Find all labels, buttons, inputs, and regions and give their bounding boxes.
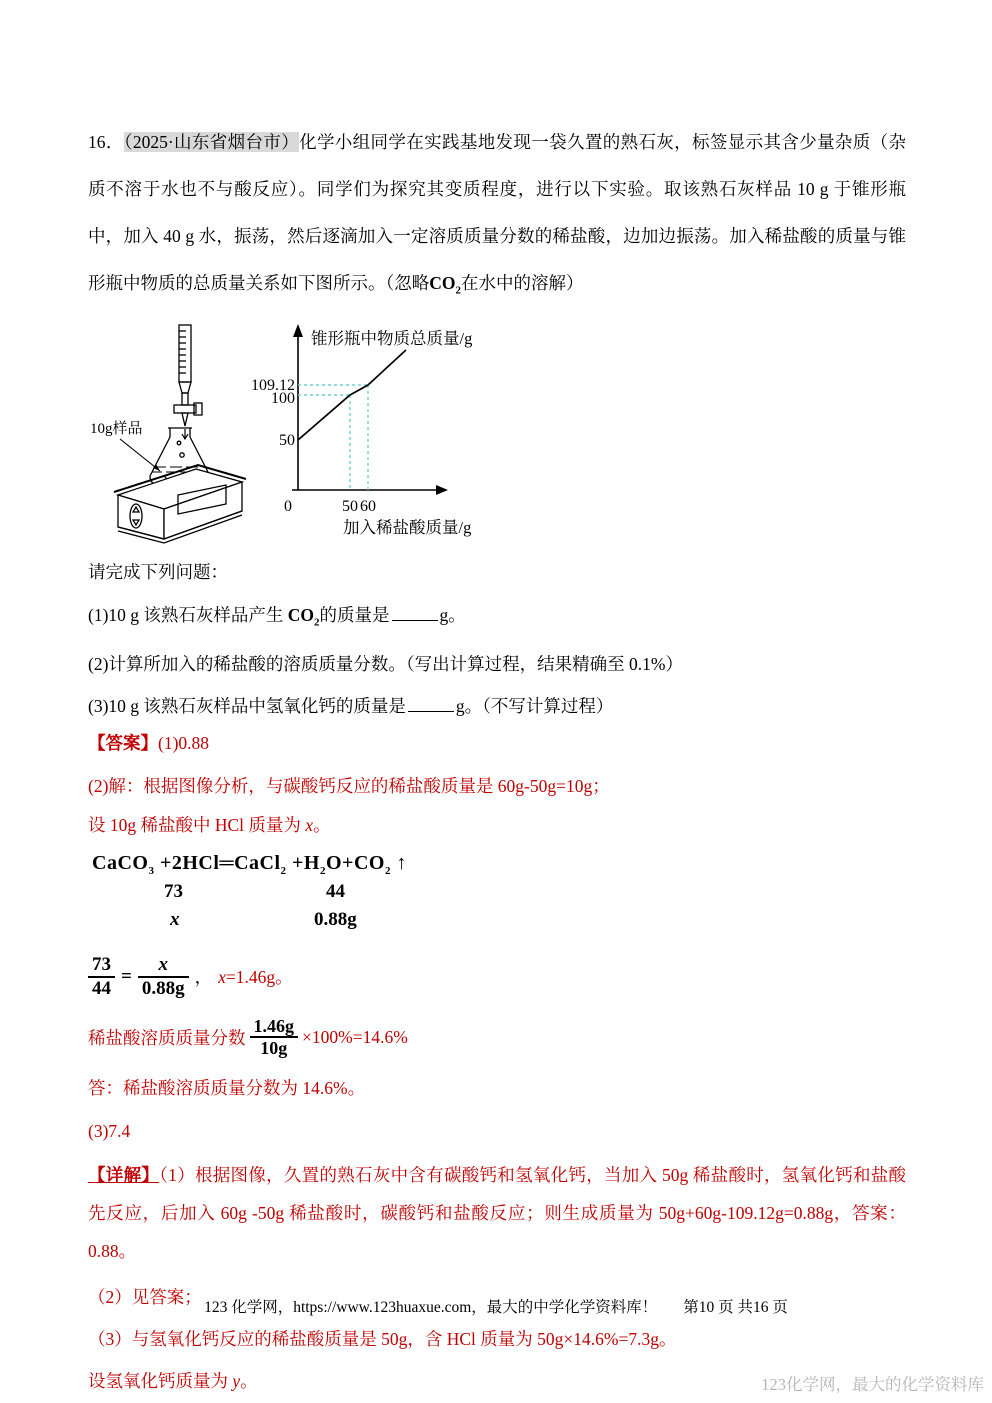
answer-line-3: 设 10g 稀盐酸中 HCl 质量为 x。 <box>88 815 331 835</box>
x-axis-arrow <box>436 485 448 495</box>
detail-paragraph-1: 【详解】（1）根据图像，久置的熟石灰中含有碳酸钙和氢氧化钙，当加入 50g 稀盐酸时，氢氧化钙和盐酸先反应，后加入 60g -50g 稀盐酸时，碳酸钙和盐酸反应；则生成质量为 50g+60g-109.12g=0.88g，答案： 0.88。 <box>88 1165 907 1262</box>
balance <box>114 465 246 543</box>
mass-fraction-line: 稀盐酸溶质质量分数 $\frac{1.46g}{10g}$ ×100%=14.6% <box>88 1015 408 1059</box>
y-tick-109-12: 109.12 <box>251 376 295 394</box>
answer-blank-1 <box>392 605 438 621</box>
x-tick-60: 60 <box>360 497 376 515</box>
chemical-equation: CaCO$_3$ +2HCl═CaCl$_2$ $+H_2O+CO_2$ ↑ <box>92 852 407 877</box>
question-source-tag: （2025·山东省烟台市） <box>123 132 300 152</box>
answer-line-2: (2)解：根据图像分析，与碳酸钙反应的稀盐酸质量是 60g-50g=10g； <box>88 776 610 796</box>
burette <box>174 325 202 439</box>
detail-paragraph-4: 设氢氧化钙质量为 y。 <box>88 1371 258 1392</box>
molar-mass-hcl: 73 <box>164 881 183 902</box>
sample-label: 10g样品 <box>90 420 143 437</box>
answer-line-1: 【答案】(1)0.88 <box>88 733 210 753</box>
graph-axes <box>292 331 440 490</box>
sub-question-3: (3)10 g 该熟石灰样品中氢氧化钙的质量是 g。（不写计算过程） <box>88 696 614 716</box>
unknown-x: x <box>170 909 180 930</box>
co2-formula: $CO_2$ <box>429 273 461 297</box>
y-axis-title: 锥形瓶中物质总质量/g <box>311 328 473 348</box>
answer-label: 【答案】 <box>88 733 158 753</box>
co2-formula: $CO_2$ <box>287 604 320 628</box>
fraction-73-44: $\frac{73}{44}$ <box>88 954 115 1000</box>
sub-question-2: (2)计算所加入的稀盐酸的溶质质量分数。（写出计算过程，结果精确至 0.1%） <box>88 654 683 674</box>
answer-conclusion: 答：稀盐酸溶质质量分数为 14.6%。 <box>88 1078 366 1099</box>
guide-dashes <box>298 385 368 490</box>
page-number: 第10 页 共16 页 <box>683 1299 788 1316</box>
y-tick-100: 100 <box>271 389 295 407</box>
chemical-equation-block <box>88 852 906 940</box>
question-stem <box>88 119 906 315</box>
y-tick-50: 50 <box>279 431 295 449</box>
proportion-line: $\frac{73}{44}$ = $\frac{x}{0.88g}$ ， x=1.46g。 <box>88 954 906 1000</box>
answer-3: (3)7.4 <box>88 1121 131 1142</box>
fraction-x-088: $\frac{x}{0.88g}$ <box>138 954 189 1000</box>
sub-question-1: (1)10 g 该熟石灰样品产生 $CO_2$的质量是 g。 <box>88 604 466 628</box>
mass-co2-value: 0.88g <box>314 909 357 930</box>
answer-blank-3 <box>408 696 454 712</box>
x-axis-title: 加入稀盐酸质量/g <box>343 517 472 537</box>
watermark: 123化学网，最大的化学资料库 <box>761 1375 984 1394</box>
curve <box>298 350 406 440</box>
questions-prompt: 请完成下列问题： <box>88 561 228 582</box>
question-intro-text-2: 在水中的溶解） <box>461 273 584 293</box>
detail-paragraph-2: （2）见答案； <box>88 1287 202 1308</box>
figure <box>88 319 906 547</box>
x-tick-0: 0 <box>284 497 292 515</box>
molar-mass-co2: 44 <box>326 881 345 902</box>
question-number: 16． <box>88 132 124 152</box>
x-tick-50: 50 <box>342 497 358 515</box>
footer-site-text: 123 化学网，https://www.123huaxue.com，最大的中学化学资料库！ <box>204 1299 658 1316</box>
detail-paragraph-3: （3）与氢氧化钙反应的稀盐酸质量是 50g，含 HCl 质量为 50g×14.6%=7.3g。 <box>88 1329 677 1350</box>
fraction-146-10: $\frac{1.46g}{10g}$ <box>250 1016 299 1059</box>
page-footer <box>0 1295 992 1317</box>
y-axis-arrow <box>293 324 303 337</box>
question-intro-text: 化学小组同学在实践基地发现一袋久置的熟石灰，标签显示其含少量杂质（杂质不溶于水也不与酸反应）。同学们为探究其变质程度，进行以下实验。取该熟石灰样品 10 g 于锥形瓶中，加入 40 g 水，振荡，然后逐滴加入一定溶质质量分数的稀盐酸，边加边振荡。加入稀盐酸的质量与锥形瓶中物质的总质量关系如下图所示。（忽略 <box>88 132 907 293</box>
result-x: x=1.46g。 <box>218 967 293 988</box>
content-column <box>88 0 906 1392</box>
detail-label: 【详解】 <box>88 1165 160 1186</box>
mass-graph <box>238 319 528 547</box>
sample-pointer <box>120 439 160 471</box>
